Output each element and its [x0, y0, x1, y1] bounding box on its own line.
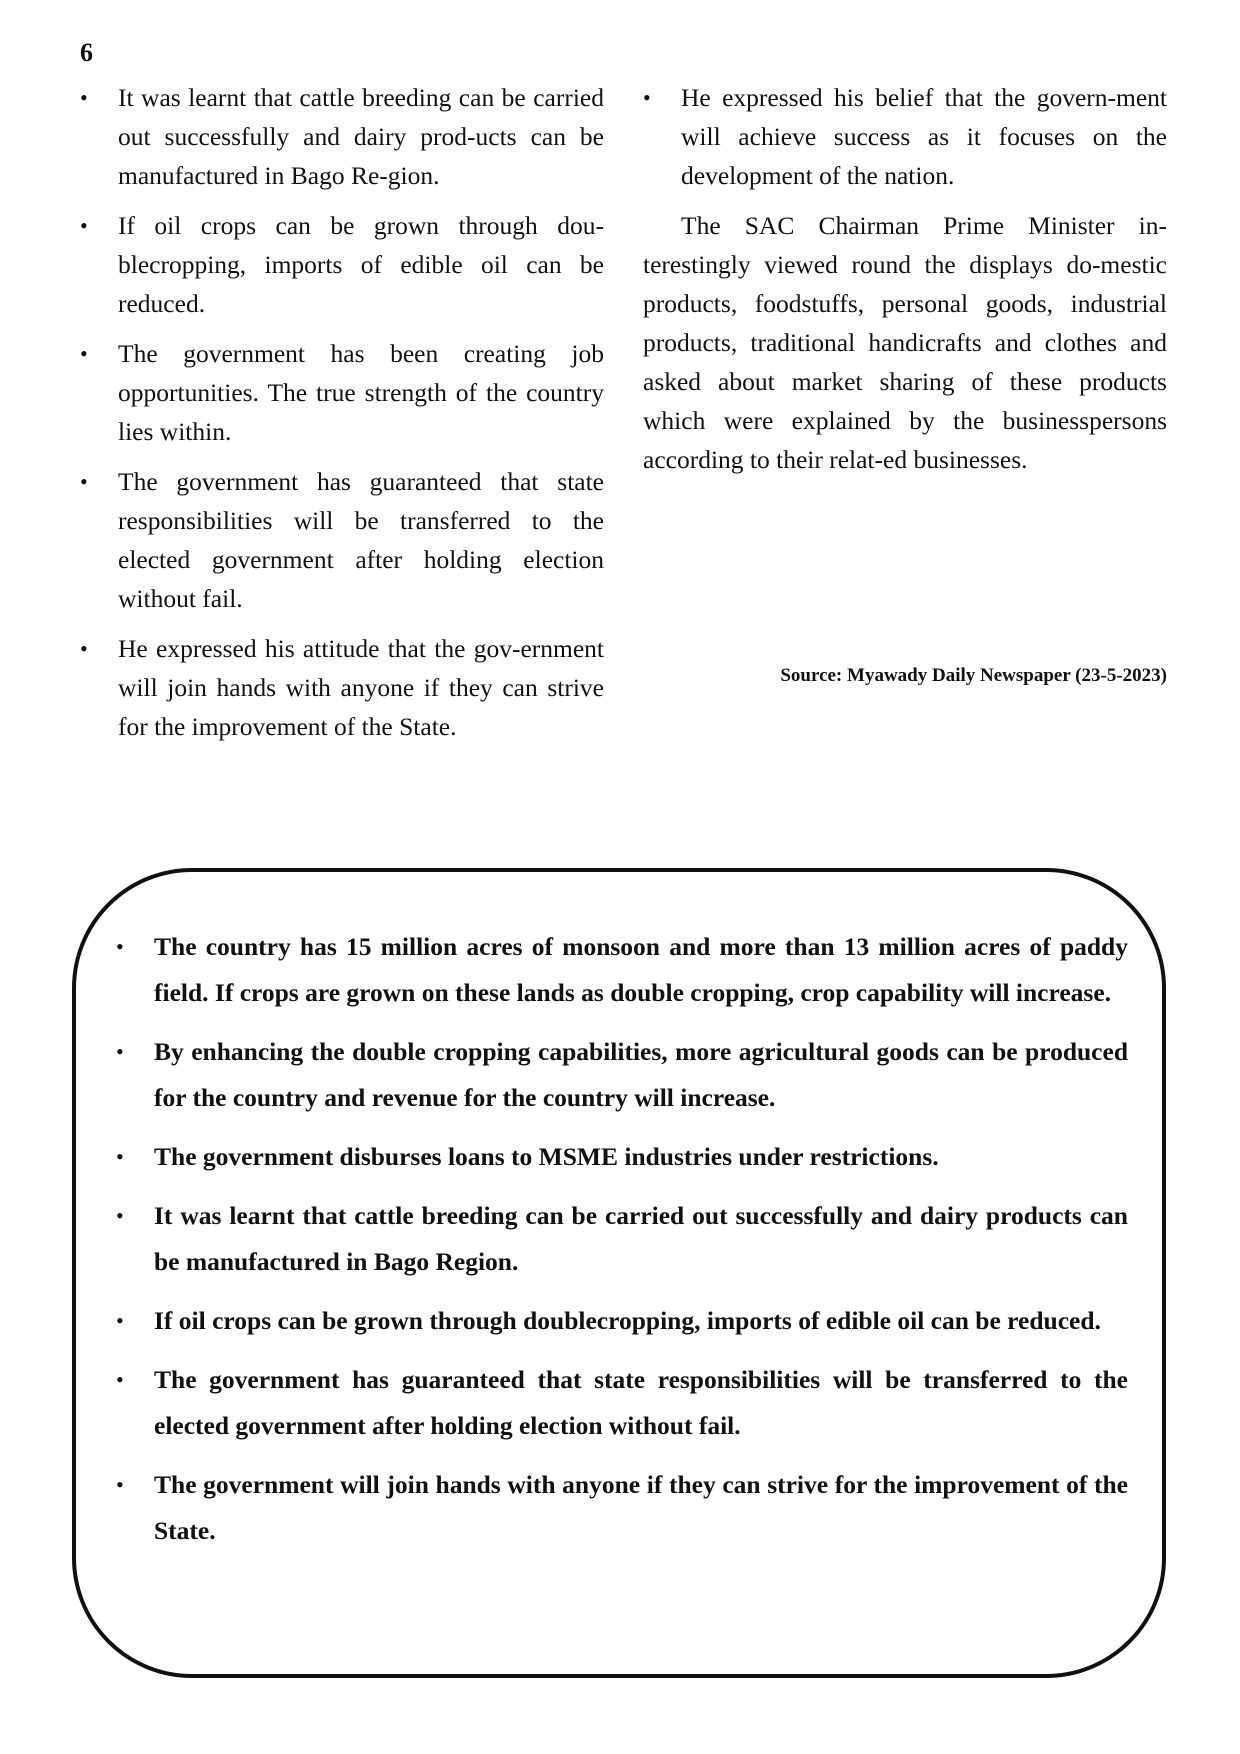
- left-column: [80, 78, 604, 757]
- bullet-icon: •: [116, 1308, 124, 1333]
- summary-box: [72, 868, 1166, 1678]
- bullet-icon: •: [116, 1367, 124, 1392]
- list-item: [643, 78, 1167, 195]
- bullet-icon: •: [116, 1039, 124, 1064]
- left-bullet-list: [80, 78, 604, 746]
- bullet-icon: •: [80, 636, 88, 661]
- list-item: [80, 78, 604, 195]
- list-item: [80, 334, 604, 451]
- bullet-icon: •: [116, 1472, 124, 1497]
- summary-item: [116, 1134, 1128, 1180]
- summary-item-text: The country has 15 million acres of monsoon and more than 13 million acres of paddy field. If crops are grown on these lands as double cropping, crop capability will increase.: [154, 932, 1128, 1007]
- source-citation: Source: Myawady Daily Newspaper (23-5-2023): [780, 665, 1167, 686]
- bullet-icon: •: [80, 85, 88, 110]
- right-column: [643, 78, 1167, 479]
- list-item-text: He expressed his belief that the govern-ment will achieve success as it focuses on the development of the nation.: [681, 83, 1167, 190]
- list-item: [80, 462, 604, 618]
- list-item-text: The government has been creating job opportunities. The true strength of the country lies within.: [118, 339, 604, 446]
- summary-item: [116, 1029, 1128, 1121]
- page-number: 6: [80, 38, 93, 67]
- summary-item: [116, 1462, 1128, 1554]
- list-item: [80, 629, 604, 746]
- summary-item-text: By enhancing the double cropping capabilities, more agricultural goods can be produced for the country and revenue for the country will increase.: [154, 1037, 1128, 1112]
- summary-item: [116, 1298, 1128, 1344]
- bullet-icon: •: [116, 934, 124, 959]
- bullet-icon: •: [116, 1203, 124, 1228]
- summary-item-text: The government will join hands with anyone if they can strive for the improvement of the State.: [154, 1470, 1128, 1545]
- summary-item-text: It was learnt that cattle breeding can be carried out successfully and dairy products can be manufactured in Bago Region.: [154, 1201, 1128, 1276]
- bullet-icon: •: [116, 1144, 124, 1169]
- summary-item: [116, 1193, 1128, 1285]
- list-item-text: The government has guaranteed that state responsibilities will be transferred to the elected government after holding election without fail.: [118, 467, 604, 613]
- bullet-icon: •: [80, 341, 88, 366]
- summary-item-text: The government disburses loans to MSME industries under restrictions.: [154, 1142, 939, 1171]
- summary-bullet-list: [116, 924, 1128, 1567]
- list-item: [80, 206, 604, 323]
- summary-item: [116, 1357, 1128, 1449]
- bullet-icon: •: [643, 85, 651, 110]
- list-item-text: If oil crops can be grown through dou-blecropping, imports of edible oil can be reduced.: [118, 211, 604, 318]
- list-item-text: It was learnt that cattle breeding can be carried out successfully and dairy prod-ucts can be manufactured in Bago Re-gion.: [118, 83, 604, 190]
- list-item-text: He expressed his attitude that the gov-ernment will join hands with anyone if they can strive for the improvement of the State.: [118, 634, 604, 741]
- summary-item-text: The government has guaranteed that state responsibilities will be transferred to the elected government after holding election without fail.: [154, 1365, 1128, 1440]
- bullet-icon: •: [80, 469, 88, 494]
- right-bullet-list: [643, 78, 1167, 195]
- summary-item-text: If oil crops can be grown through doublecropping, imports of edible oil can be reduced.: [154, 1306, 1101, 1335]
- body-paragraph: The SAC Chairman Prime Minister in-terestingly viewed round the displays do-mestic products, foodstuffs, personal goods, industrial products, traditional handicrafts and clothes and asked about market sharing of these products which were explained by the businesspersons according to their relat-ed businesses.: [643, 211, 1167, 474]
- summary-item: [116, 924, 1128, 1016]
- bullet-icon: •: [80, 213, 88, 238]
